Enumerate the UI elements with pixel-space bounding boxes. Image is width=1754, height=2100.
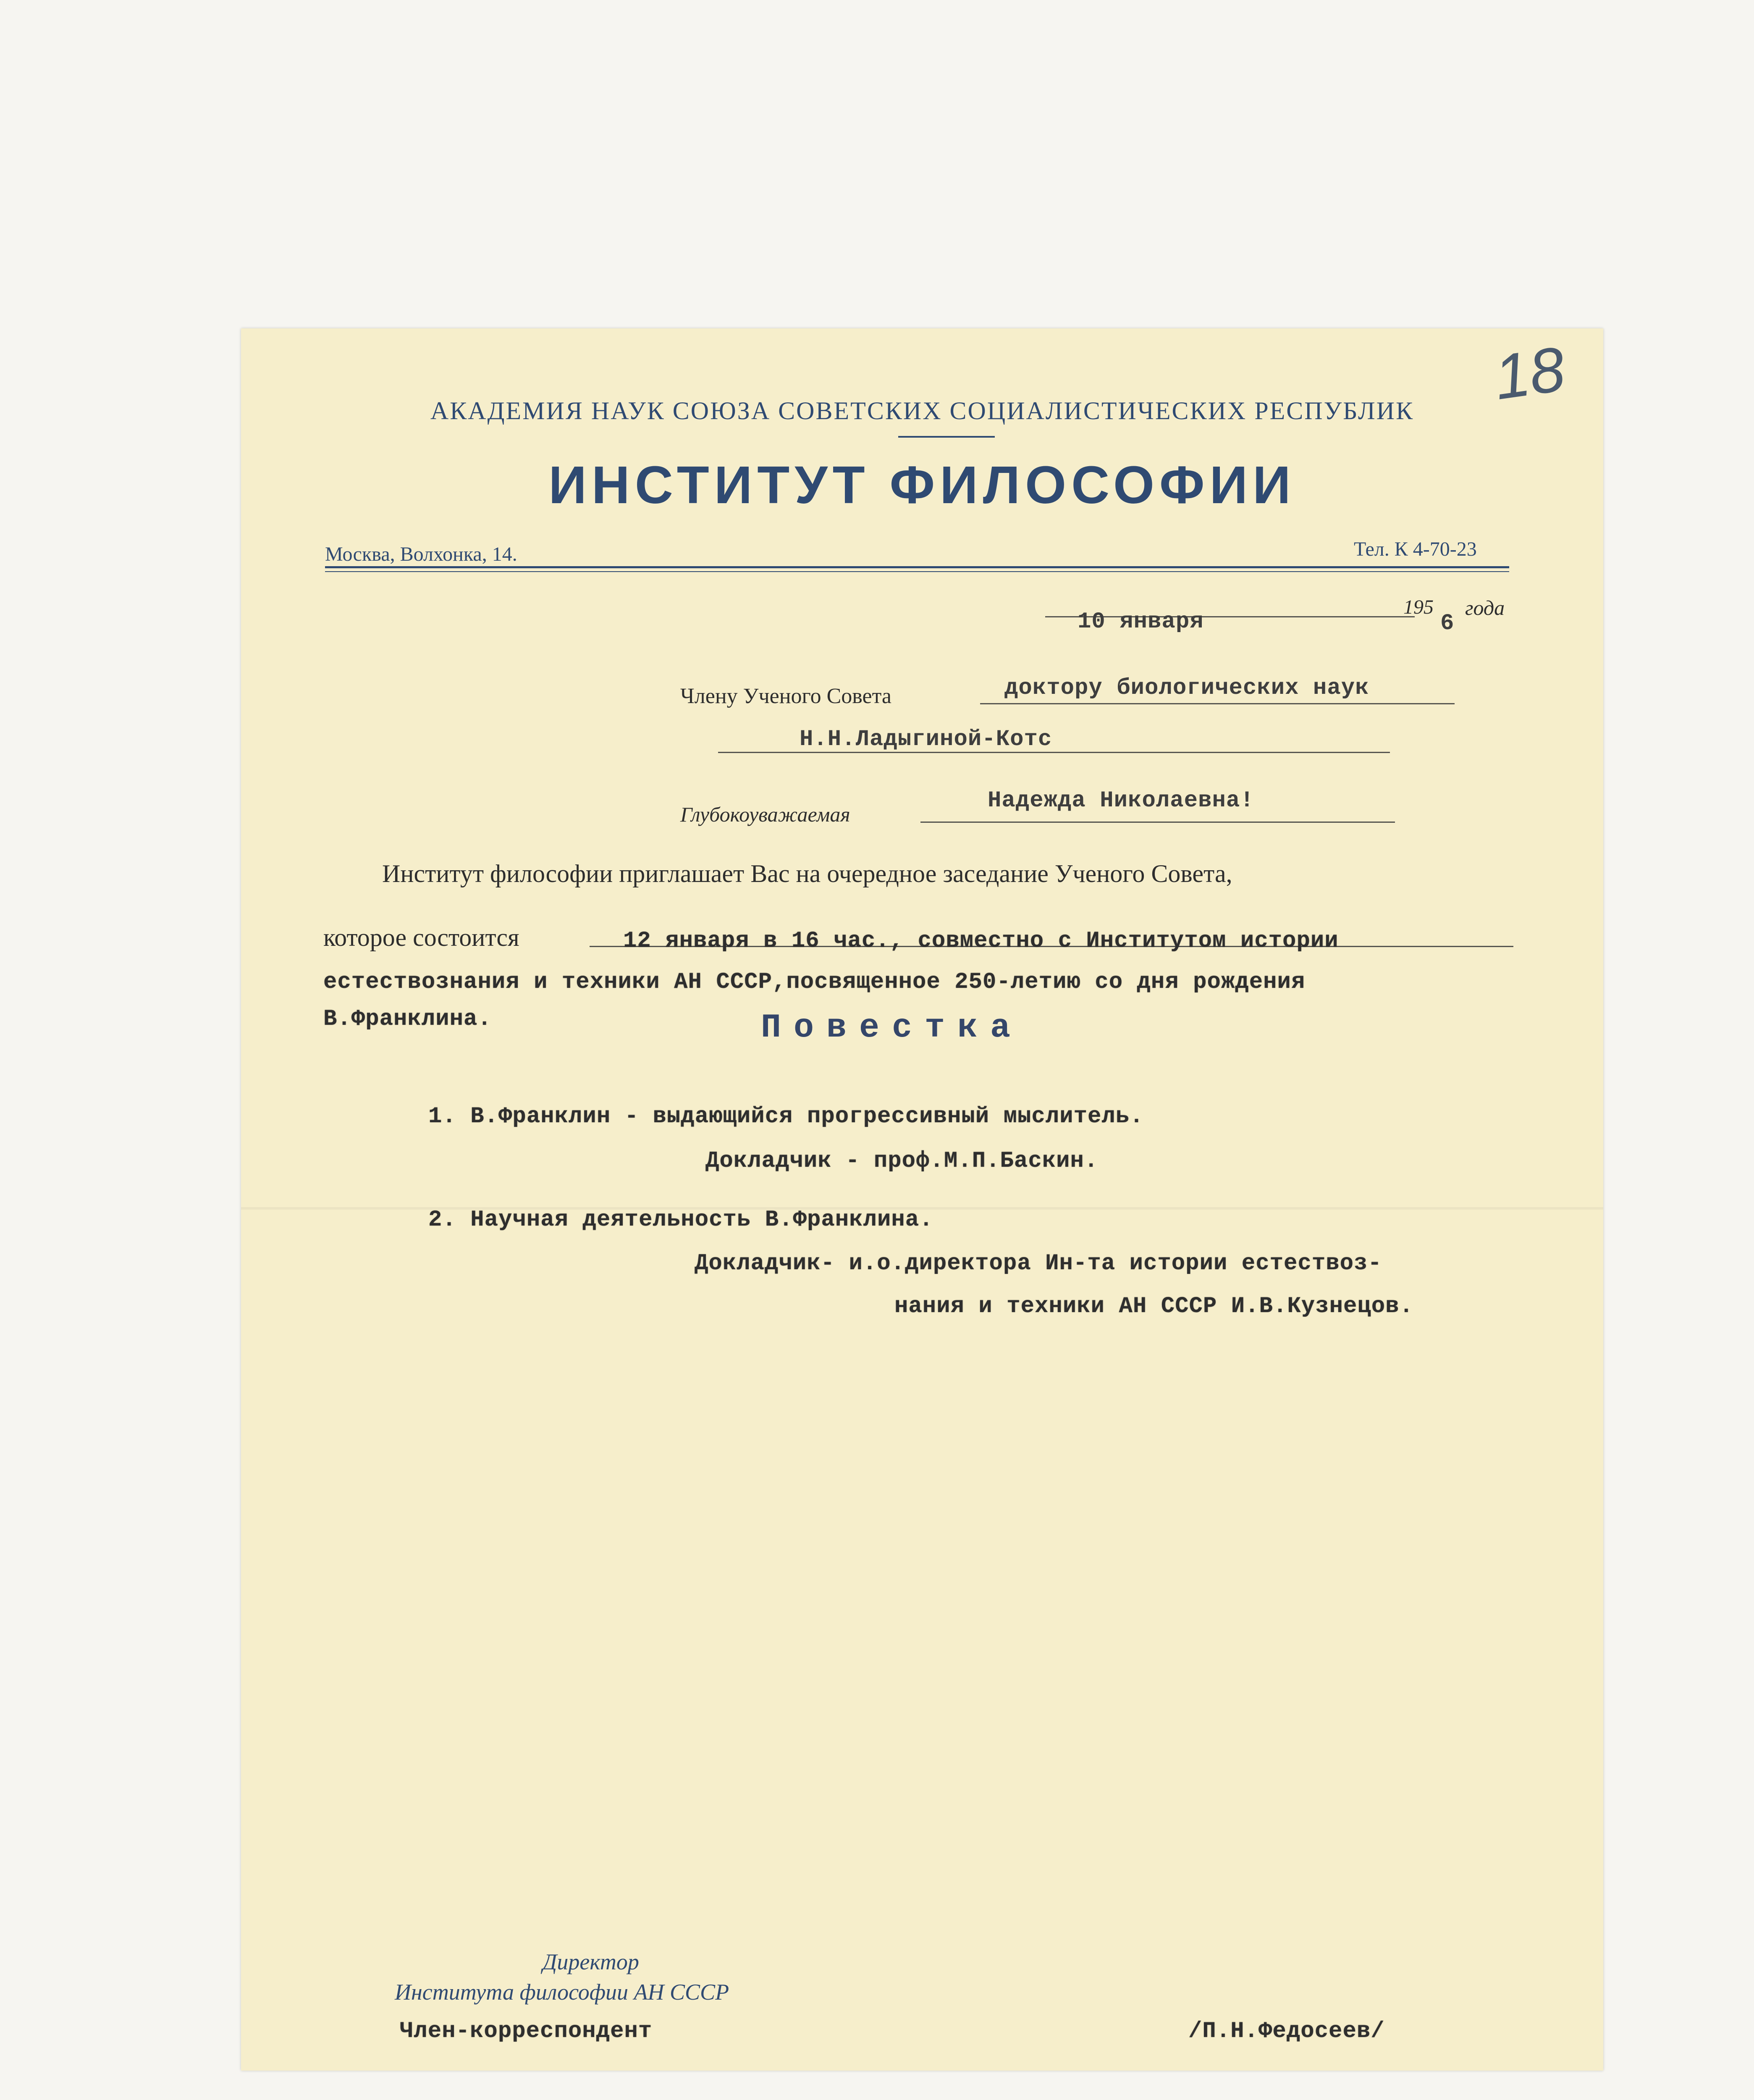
salutation-label: Глубокоуважаемая bbox=[680, 803, 850, 826]
date-year-prefix: 195 bbox=[1403, 596, 1434, 618]
signature-name: /П.Н.Федосеев/ bbox=[1188, 2019, 1385, 2044]
salutation-line bbox=[920, 822, 1395, 823]
body-line-3: естествознания и техники АН СССР,посвященное 250-летию со дня рождения bbox=[323, 969, 1306, 995]
agenda-heading: Повестка bbox=[761, 1009, 1023, 1047]
agenda-item-1: 1. В.Франклин - выдающийся прогрессивный мыслитель. bbox=[428, 1104, 1144, 1129]
institute-phone: Тел. К 4-70-23 bbox=[1354, 538, 1477, 560]
signature-title-line-2: Института философии АН СССР bbox=[395, 1979, 729, 2005]
academy-header: АКАДЕМИЯ НАУК СОЮЗА СОВЕТСКИХ СОЦИАЛИСТИЧЕСКИХ РЕСПУБЛИК bbox=[430, 397, 1414, 425]
letterhead-rule-thick bbox=[325, 566, 1509, 568]
body-line-1: Институт философии приглашает Вас на очередное заседание Ученого Совета, bbox=[382, 860, 1232, 887]
recipient-title-line bbox=[980, 703, 1455, 704]
date-year-digit: 6 bbox=[1440, 611, 1455, 636]
letter-sheet bbox=[241, 328, 1603, 2071]
signature-rank: Член-корреспондент bbox=[400, 2019, 653, 2044]
letterhead-rule-thin bbox=[325, 571, 1509, 572]
agenda-item-2-speaker-line-1: Докладчик- и.о.директора Ин-та истории естествоз- bbox=[695, 1251, 1382, 1276]
folio-number: 18 bbox=[1490, 333, 1569, 413]
institute-title: ИНСТИТУТ ФИЛОСОФИИ bbox=[548, 455, 1296, 514]
date-day-month: 10 января bbox=[1078, 609, 1204, 635]
body-line-2-label: которое состоится bbox=[323, 924, 519, 951]
date-year-suffix: года bbox=[1465, 596, 1505, 620]
agenda-item-2: 2. Научная деятельность В.Франклина. bbox=[428, 1207, 933, 1233]
body-line-2-typed: 12 января в 16 час., совместно с Институтом истории bbox=[623, 928, 1339, 954]
recipient-name: Н.Н.Ладыгиной-Котс bbox=[800, 727, 1052, 752]
signature-title-line-1: Директор bbox=[543, 1949, 639, 1974]
recipient-label: Члену Ученого Совета bbox=[680, 684, 892, 708]
recipient-title: доктору биологических наук bbox=[1004, 675, 1369, 701]
header-ornament-rule bbox=[898, 436, 995, 438]
agenda-item-1-speaker: Докладчик - проф.М.П.Баскин. bbox=[705, 1148, 1099, 1174]
agenda-item-2-speaker-line-2: нания и техники АН СССР И.В.Кузнецов. bbox=[894, 1294, 1413, 1319]
salutation-name: Надежда Николаевна! bbox=[988, 788, 1254, 814]
body-line-4: В.Франклина. bbox=[323, 1006, 492, 1032]
institute-address: Москва, Волхонка, 14. bbox=[325, 543, 517, 565]
